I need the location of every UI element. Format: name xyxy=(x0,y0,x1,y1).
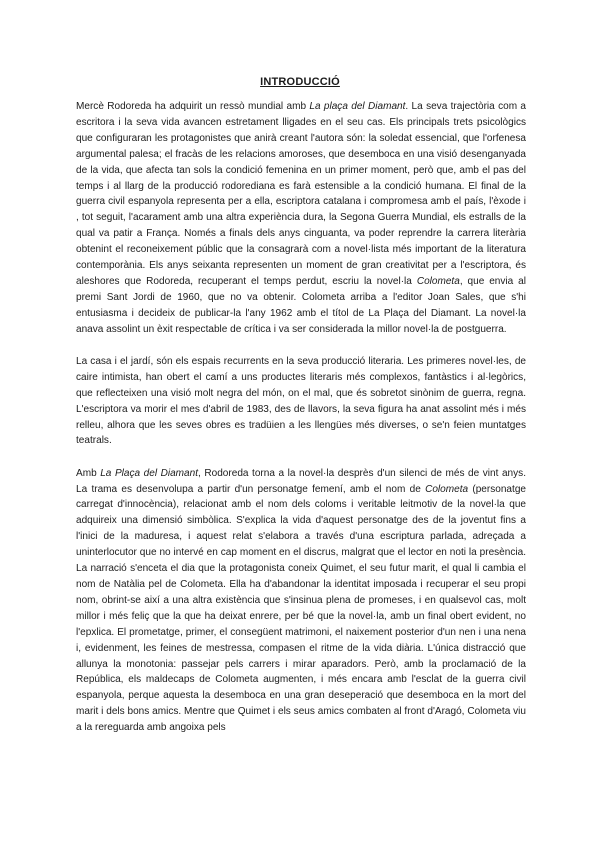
text-segment: , que envia al premi Sant Jordi de 1960, que no va obtenir. Colometa arriba a l'editor Joan Sales, que s'hi entusiasma i decideix de publicar-la l'any 1962 amb el títol de La Plaça del Diamant. La novel·la anava assolint un èxit respectable de crítica i va ser considerada la millor novel·la de postguerra. xyxy=(76,275,526,335)
paragraph-1 xyxy=(76,99,526,338)
text-segment: (personatge carregat d'innocència), relacionat amb el nom dels coloms i veritable leitmotiv de la novel·la que adquireix una dimensió simbòlica. S'explica la vida d'aquest personatge des de la joventut fins a l'inici de la maduresa, i aquest relat s'elabora a través d'una escriptura parlada, adreçada a uninterlocutor que no intervé en cap moment en el discrus, malgrat que el lector en noti la presència. La narració s'enceta el dia que la protagonista coneix Quimet, el seu futur marit, el qual li cambia el nom de Natàlia pel de Colometa. Ella ha d'abandonar la identitat imposada i recuperar el seu propi nom, obrint-se així a una altra existència que s'insinua plena de promeses, i en qualsevol cas, molt millor i més feliç que la que ha deixat enrere, per bé que la novel·la, amb un final obert evident, no l'epxlica. El prometatge, primer, el consegüent matrimoni, el naixement posterior d'un nen i una nena i, evidenment, les feines de mestressa, compasen el ritme de la vida diària. L'única distracció que allunya la monotonia: passejar pels carrers i mirar aparadors. Però, amb la proclamació de la República, els maldecaps de Colometa augmenten, i més encara amb l'esclat de la guerra civil espanyola, perque aquesta la desemboca en una gran deseperació que desemboca en la mort del marit i dels bons amics. Mentre que Quimet i els seus amics combaten al front d'Aragó, Colometa viu a la rereguarda amb angoixa pels xyxy=(76,483,526,734)
book-title-italic: La Plaça del Diamant xyxy=(100,467,199,479)
body-text xyxy=(76,99,526,752)
text-segment: . La seva trajectòria com a escritora i la seva vida avancen estretament lligades en el seu cas. Els principals trets psicològics que configuraran les protagonistes que anirà creant l'autora són: la soledat essencial, que l'orfenesa argumental palesa; el fracàs de les relacions amoroses, que desemboca en una visió desenganyada de la vida, que afecta tan sols la condició femenina en un primer moment, però que, amb el pas del temps i al llarg de la producció rodorediana es farà estensible a la condició humana. El final de la guerra civil espanyola representa per a ella, escriptora catalana i compromesa amb el país, l'èxode i , tot seguit, l'acarament amb una altra experiència dura, la Segona Guerra Mundial, els estralls de la qual va patir a França. Només a finals dels anys cinguanta, va poder reprendre la carrera literària obtenint el reconeixement públic que la consagrarà com a novel·lista més important de la literatura contemporània. Els anys seixanta representen un moment de gran creativitat per a l'escriptora, és aleshores que Rodoreda, recuperant el temps perdut, escriu la novel·la xyxy=(76,101,526,287)
book-title-italic: La plaça del Diamant xyxy=(309,101,406,112)
paragraph-2 xyxy=(76,354,526,449)
book-title-italic: Colometa xyxy=(416,275,460,287)
page-title: INTRODUCCIÓ xyxy=(260,76,340,88)
text-segment: Mercè Rodoreda ha adquirit un ressò mundial amb xyxy=(76,101,310,112)
character-name-italic: Colometa xyxy=(425,483,469,495)
paragraph-3 xyxy=(76,466,526,736)
text-segment: , Rodoreda torna a la novel·la desprès d'un silenci de més de vint anys. La trama es desenvolupa a partir d'un personatge femení, amb el nom de xyxy=(76,467,526,495)
text-segment: Amb xyxy=(76,467,101,479)
text-segment: La casa i el jardí, són els espais recurrents en la seva producció literaria. Les primeres novel·les, de caire intimista, han obert el camí a uns productes literaris més complexos, fantàstics i al·legòrics, que reflecteixen una visió molt negra del món, on el mal, que és sobretot sinònim de guerra, regna. L'escriptora va morir el mes d'abril de 1983, des de llavors, la seva figura ha anat assolint més i més relleu, alhora que les seves obres es tradüien a les llengües més diverses, o se'n feien muntatges teatrals. xyxy=(76,355,526,447)
